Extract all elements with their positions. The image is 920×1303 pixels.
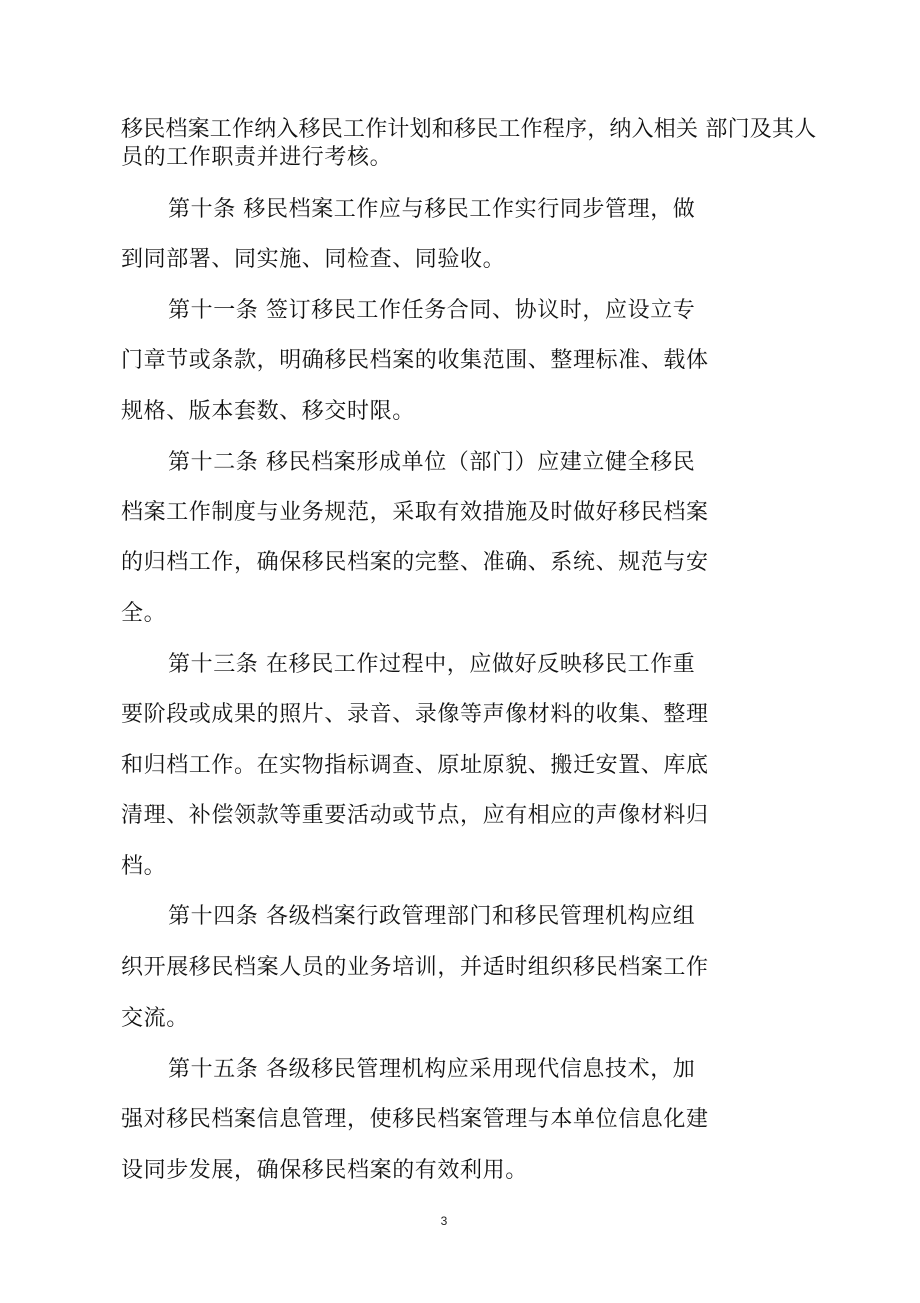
text-line: 织开展移民档案人员的业务培训，并适时组织移民档案工作	[121, 955, 709, 980]
text-line: 员的工作职责并进行考核。	[121, 145, 393, 170]
text-line: 要阶段或成果的照片、录音、录像等声像材料的收集、整理	[121, 702, 709, 727]
text-line: 设同步发展，确保移民档案的有效利用。	[121, 1158, 528, 1183]
article-14-heading-line: 第十四条 各级档案行政管理部门和移民管理机构应组	[168, 904, 696, 929]
text-line: 的归档工作，确保移民档案的完整、准确、系统、规范与安	[121, 550, 709, 575]
page-number: 3	[440, 1214, 448, 1228]
text-line: 和归档工作。在实物指标调查、原址原貌、搬迁安置、库底	[121, 753, 709, 778]
text-line: 规格、版本套数、移交时限。	[121, 399, 415, 424]
article-13-heading-line: 第十三条 在移民工作过程中，应做好反映移民工作重	[168, 652, 696, 677]
text-line: 交流。	[121, 1006, 189, 1031]
text-line: 到同部署、同实施、同检查、同验收。	[121, 247, 506, 272]
text-line: 清理、补偿领款等重要活动或节点，应有相应的声像材料归	[121, 803, 709, 828]
article-10-heading-line: 第十条 移民档案工作应与移民工作实行同步管理，做	[168, 197, 696, 222]
text-line: 档案工作制度与业务规范，采取有效措施及时做好移民档案	[121, 500, 709, 525]
article-11-heading-line: 第十一条 签订移民工作任务合同、协议时，应设立专	[168, 298, 696, 323]
text-line: 移民档案工作纳入移民工作计划和移民工作程序，纳入相关 部门及其人	[121, 117, 817, 142]
text-line: 强对移民档案信息管理，使移民档案管理与本单位信息化建	[121, 1107, 709, 1132]
article-15-heading-line: 第十五条 各级移民管理机构应采用现代信息技术，加	[168, 1057, 696, 1082]
text-line: 门章节或条款，明确移民档案的收集范围、整理标准、载体	[121, 348, 709, 373]
text-line: 全。	[121, 601, 167, 626]
text-line: 档。	[121, 854, 167, 879]
article-12-heading-line: 第十二条 移民档案形成单位（部门）应建立健全移民	[168, 450, 696, 475]
